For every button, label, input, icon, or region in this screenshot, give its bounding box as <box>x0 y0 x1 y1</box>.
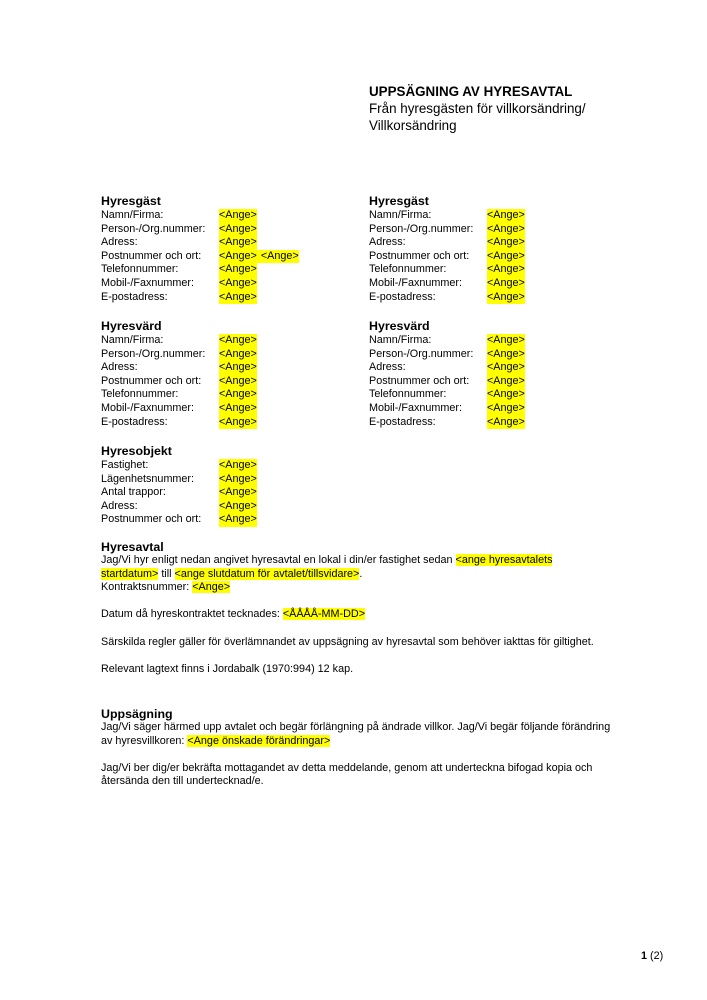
field-label: Adress: <box>369 236 406 249</box>
field-label: Namn/Firma: <box>369 334 432 346</box>
field-row <box>101 513 361 527</box>
field-label: Namn/Firma: <box>101 209 164 221</box>
confirmation-paragraph: Jag/Vi ber dig/er bekräfta mottagandet av detta meddelande, genom att underteckna bifogad kopia och återsända den till undertecknad/e. <box>101 761 593 788</box>
special-rules-paragraph: Särskilda regler gäller för överlämnandet av uppsägning av hyresavtal som behöver iakttas för giltighet. <box>101 635 594 648</box>
tenant-section-left <box>101 195 361 304</box>
field-label: Person-/Org.nummer: <box>369 347 474 360</box>
field-row <box>369 291 629 305</box>
field-row <box>369 375 629 389</box>
field-row <box>101 263 361 277</box>
field-value[interactable]: <Ange> <box>219 334 257 346</box>
field-label: Telefonnummer: <box>101 388 179 401</box>
field-value[interactable]: <Ange> <box>487 236 525 249</box>
field-row <box>369 348 629 362</box>
document-header <box>369 84 669 134</box>
page-total: (2) <box>650 950 664 962</box>
field-value[interactable]: <Ange> <box>487 347 525 360</box>
field-value[interactable]: <Ange> <box>487 263 525 276</box>
field-label: Person-/Org.nummer: <box>101 222 206 235</box>
field-value[interactable]: <Ange> <box>219 401 257 414</box>
field-row <box>369 361 629 375</box>
lease-intro-paragraph <box>101 554 611 595</box>
changes-placeholder[interactable]: <Ange önskade förändringar> <box>187 734 331 747</box>
field-row <box>101 209 361 223</box>
law-reference-paragraph: Relevant lagtext finns i Jordabalk (1970:994) 12 kap. <box>101 662 354 675</box>
field-label: E-postadress: <box>101 290 168 303</box>
field-label: Lägenhetsnummer: <box>101 472 195 485</box>
section-heading: Hyresobjekt <box>101 444 172 458</box>
field-value[interactable]: <Ange> <box>219 472 257 485</box>
section-heading: Hyresgäst <box>369 194 429 208</box>
section-heading: Hyresvärd <box>369 319 430 333</box>
field-row <box>369 277 629 291</box>
field-label: Antal trappor: <box>101 486 166 499</box>
field-label: Telefonnummer: <box>101 263 179 276</box>
field-row <box>101 486 361 500</box>
field-value[interactable]: <Ange> <box>219 347 257 360</box>
field-label: Namn/Firma: <box>101 334 164 346</box>
field-row <box>369 388 629 402</box>
field-label: Mobil-/Faxnummer: <box>369 276 462 289</box>
field-value[interactable]: <Ange> <box>219 276 257 289</box>
document-subtitle-line-2: Villkorsändring <box>369 118 457 133</box>
field-label: Adress: <box>369 361 406 374</box>
field-value[interactable]: <Ange> <box>219 222 257 235</box>
field-value[interactable]: <Ange> <box>487 401 525 414</box>
field-label: Fastighet: <box>101 459 149 471</box>
field-value[interactable]: <Ange> <box>219 249 257 262</box>
field-value[interactable]: <Ange> <box>219 388 257 401</box>
field-row <box>101 277 361 291</box>
field-value[interactable]: <Ange> <box>219 236 257 249</box>
field-value[interactable]: <Ange> <box>487 249 525 262</box>
section-heading: Uppsägning <box>101 707 173 721</box>
field-label: Adress: <box>101 361 138 374</box>
field-row <box>369 334 629 348</box>
field-label: Postnummer och ort: <box>369 374 470 387</box>
field-row <box>369 402 629 416</box>
lease-intro-text: Jag/Vi hyr enligt nedan angivet hyresavtal en lokal i din/er fastighet sedan <box>101 554 453 566</box>
lease-section <box>101 541 611 676</box>
tenant-section-right <box>369 195 629 304</box>
field-value[interactable]: <Ange> <box>487 415 525 428</box>
field-row <box>101 375 361 389</box>
field-value[interactable]: <Ange> <box>219 361 257 374</box>
field-value[interactable]: <Ange> <box>219 290 257 303</box>
field-value-secondary[interactable]: <Ange> <box>260 249 299 262</box>
field-value[interactable]: <Ange> <box>219 486 257 499</box>
field-label: Person-/Org.nummer: <box>101 347 206 360</box>
field-value[interactable]: <Ange> <box>487 290 525 303</box>
field-label: Adress: <box>101 236 138 249</box>
termination-paragraph <box>101 721 611 748</box>
field-value[interactable]: <Ange> <box>487 361 525 374</box>
field-row <box>101 291 361 305</box>
section-heading: Hyresavtal <box>101 540 164 554</box>
field-value[interactable]: <Ange> <box>219 415 257 428</box>
field-label: Postnummer och ort: <box>369 249 470 262</box>
field-label: E-postadress: <box>369 290 436 303</box>
contract-number-value[interactable]: <Ange> <box>192 581 231 594</box>
field-row <box>101 402 361 416</box>
lease-end-placeholder[interactable]: <ange slutdatum för avtalet/tillsvidare> <box>174 567 360 580</box>
rental-object-section <box>101 445 361 527</box>
field-row <box>101 348 361 362</box>
field-value[interactable]: <Ange> <box>487 374 525 387</box>
section-heading: Hyresvärd <box>101 319 162 333</box>
termination-text: Jag/Vi säger härmed upp avtalet och begär förlängning på ändrade villkor. Jag/Vi begär följande förändring av hyresvillkoren: <box>101 721 611 747</box>
field-label: E-postadress: <box>369 415 436 428</box>
landlord-section-right <box>369 320 629 429</box>
field-row <box>101 236 361 250</box>
field-row <box>101 500 361 514</box>
field-row <box>369 209 629 223</box>
field-row <box>101 459 361 473</box>
field-value[interactable]: <Ange> <box>219 513 257 526</box>
field-value[interactable]: <Ange> <box>487 222 525 235</box>
lease-end-punctuation: . <box>359 567 363 580</box>
field-row <box>101 473 361 487</box>
field-row <box>101 223 361 237</box>
field-label: Postnummer och ort: <box>101 513 202 526</box>
field-row <box>101 361 361 375</box>
field-label: Namn/Firma: <box>369 209 432 221</box>
field-value[interactable]: <Ange> <box>487 334 525 346</box>
field-value[interactable]: <Ange> <box>219 374 257 387</box>
field-row <box>369 236 629 250</box>
field-row <box>101 388 361 402</box>
field-label: Mobil-/Faxnummer: <box>101 401 194 414</box>
termination-section <box>101 708 611 789</box>
field-label: Person-/Org.nummer: <box>369 222 474 235</box>
field-value[interactable]: <Ange> <box>219 209 257 221</box>
till-word: till <box>161 567 172 580</box>
field-label: Telefonnummer: <box>369 388 447 401</box>
field-label: Postnummer och ort: <box>101 249 202 262</box>
document-subtitle-line-1: Från hyresgästen för villkorsändring/ <box>369 101 586 116</box>
field-label: Telefonnummer: <box>369 263 447 276</box>
lease-start-placeholder-cont[interactable]: startdatum> <box>101 567 159 580</box>
field-label: Adress: <box>101 499 138 512</box>
lease-start-placeholder[interactable]: <ange hyresavtalets <box>455 554 553 566</box>
field-value[interactable]: <Ange> <box>487 388 525 401</box>
signed-date-value[interactable]: <ÅÅÅÅ-MM-DD> <box>282 608 366 621</box>
field-value[interactable]: <Ange> <box>487 276 525 289</box>
field-label: Postnummer och ort: <box>101 374 202 387</box>
field-row <box>369 263 629 277</box>
signed-date-label: Datum då hyreskontraktet tecknades: <box>101 608 280 621</box>
field-label: E-postadress: <box>101 415 168 428</box>
field-row <box>369 416 629 430</box>
page-current: 1 <box>641 950 648 962</box>
field-row <box>101 416 361 430</box>
signed-date-paragraph <box>101 608 611 622</box>
field-label: Mobil-/Faxnummer: <box>369 401 462 414</box>
contract-number-label: Kontraktsnummer: <box>101 581 190 594</box>
field-row <box>101 334 361 348</box>
landlord-section-left <box>101 320 361 429</box>
field-value[interactable]: <Ange> <box>219 499 257 512</box>
section-heading: Hyresgäst <box>101 194 161 208</box>
field-value[interactable]: <Ange> <box>219 459 257 471</box>
document-title: UPPSÄGNING AV HYRESAVTAL <box>369 84 573 99</box>
field-row <box>369 223 629 237</box>
field-value[interactable]: <Ange> <box>219 263 257 276</box>
field-row <box>101 250 361 264</box>
field-row <box>369 250 629 264</box>
field-value[interactable]: <Ange> <box>487 209 525 221</box>
page-number <box>641 950 663 963</box>
field-label: Mobil-/Faxnummer: <box>101 276 194 289</box>
